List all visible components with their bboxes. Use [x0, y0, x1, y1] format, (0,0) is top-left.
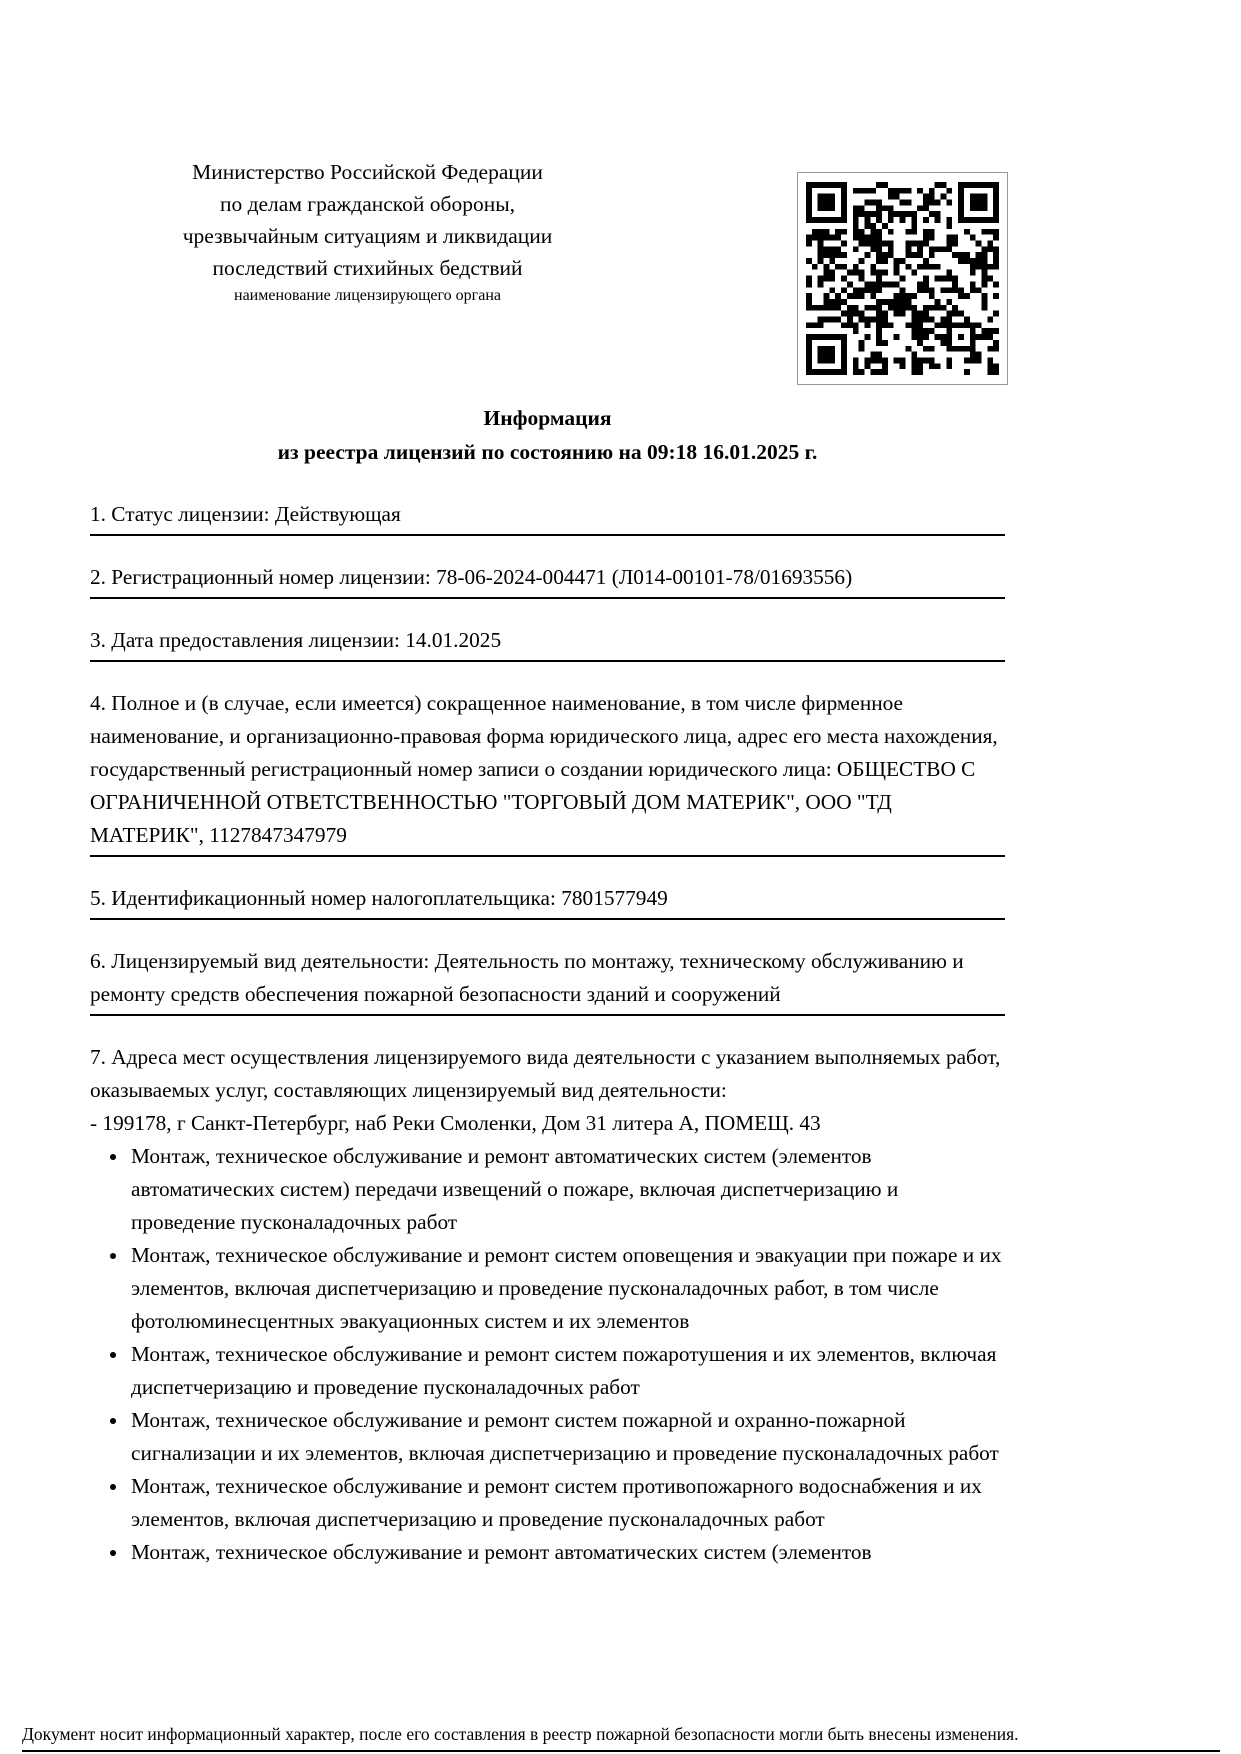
- list-item: • Монтаж, техническое обслуживание и ремонт систем пожарной и охранно-пожарной сигнализации и их элементов, включая диспетчеризацию и проведение пусконаладочных работ: [129, 1404, 1005, 1470]
- footer-note: Документ носит информационный характер, после его составления в реестр пожарной безопасности могли быть внесены изменения.: [22, 1722, 1220, 1752]
- field-license-status: 1. Статус лицензии: Действующая: [90, 498, 1005, 536]
- field-registration-number: 2. Регистрационный номер лицензии: 78-06-2024-004471 (Л014-00101-78/01693556): [90, 561, 1005, 599]
- section-addresses: [90, 1041, 1005, 1569]
- address-line: - 199178, г Санкт-Петербург, наб Реки Смоленки, Дом 31 литера А, ПОМЕЩ. 43: [90, 1111, 821, 1135]
- ministry-line: Министерство Российской Федерации: [192, 160, 543, 184]
- license-fields: [90, 498, 1005, 1569]
- list-item: • Монтаж, техническое обслуживание и ремонт систем оповещения и эвакуации при пожаре и их элементов, включая диспетчеризацию и проведение пусконаладочных работ, в том числе фотолюминесцентных эвакуационных систем и их элементов: [129, 1239, 1005, 1338]
- list-item: • Монтаж, техническое обслуживание и ремонт автоматических систем (элементов автоматических систем) передачи извещений о пожаре, включая диспетчеризацию и проведение пусконаладочных работ: [129, 1140, 1005, 1239]
- ministry-line: по делам гражданской обороны,: [219, 192, 516, 216]
- field-company-name: 4. Полное и (в случае, если имеется) сокращенное наименование, в том числе фирменное наименование, и организационно-правовая форма юридического лица, адрес его места нахождения, государственный регистрационный номер записи о создании юридического лица: ОБЩЕСТВО С ОГРАНИЧЕННОЙ ОТВЕТСТВЕННОСТЬЮ "ТОРГОВЫЙ ДОМ МАТЕРИК", ООО "ТД МАТЕРИК", 1127847347979: [90, 687, 1005, 857]
- document-title: [90, 401, 1005, 469]
- ministry-caption: наименование лицензирующего органа: [234, 287, 501, 304]
- field-grant-date: 3. Дата предоставления лицензии: 14.01.2025: [90, 624, 1005, 662]
- title-line-2: из реестра лицензий по состоянию на 09:18 16.01.2025 г.: [277, 440, 818, 464]
- addresses-intro: 7. Адреса мест осуществления лицензируемого вида деятельности с указанием выполняемых работ, оказываемых услуг, составляющих лицензируемый вид деятельности:: [90, 1045, 1001, 1102]
- ministry-line: последствий стихийных бедствий: [212, 256, 523, 280]
- ministry-line: чрезвычайным ситуациям и ликвидации: [182, 224, 553, 248]
- qr-code-icon: [797, 172, 1008, 385]
- list-item: • Монтаж, техническое обслуживание и ремонт автоматических систем (элементов: [129, 1536, 1005, 1569]
- field-activity-type: 6. Лицензируемый вид деятельности: Деятельность по монтажу, техническому обслуживанию и ремонту средств обеспечения пожарной безопасности зданий и сооружений: [90, 945, 1005, 1016]
- qr-code-pattern: [806, 181, 999, 376]
- ministry-header: [95, 156, 640, 307]
- field-inn: 5. Идентификационный номер налогоплательщика: 7801577949: [90, 882, 1005, 920]
- works-list: [90, 1140, 1005, 1569]
- list-item: • Монтаж, техническое обслуживание и ремонт систем противопожарного водоснабжения и их элементов, включая диспетчеризацию и проведение пусконаладочных работ: [129, 1470, 1005, 1536]
- list-item: • Монтаж, техническое обслуживание и ремонт систем пожаротушения и их элементов, включая диспетчеризацию и проведение пусконаладочных работ: [129, 1338, 1005, 1404]
- title-line-1: Информация: [483, 406, 612, 430]
